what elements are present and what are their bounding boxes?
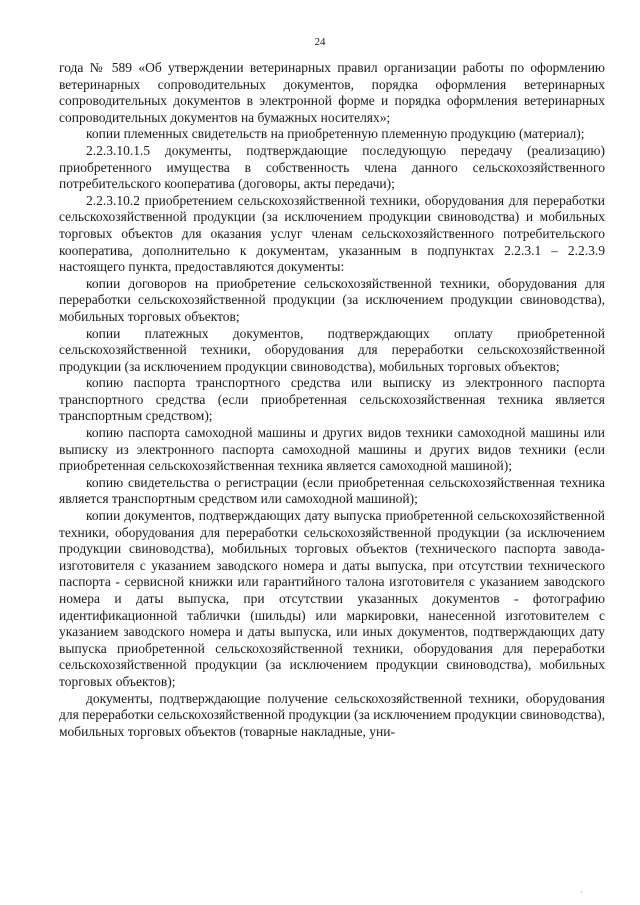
paragraph-receipt-documents: документы, подтверждающие получение сельскохозяйственной техники, оборудования для переработки сельскохозяйственной продукции (за исключением продукции свиноводства), мобильных торговых объектов (товарные накладные, уни- xyxy=(59,690,606,739)
paragraph-vehicle-passport: копию паспорта транспортного средства или выписку из электронного паспорта транспортного средства (если приобретенная сельскохозяйственная техника является транспортным средством); xyxy=(59,375,605,424)
paragraph-item-2-2-3-10-2: 2.2.3.10.2 приобретением сельскохозяйственной техники, оборудования для переработки сельскохозяйственной продукции (за исключением продукции свиноводства) и мобильных торговых объектов для оказания услуг членам сельскохозяйственного потребительского кооператива, дополнительно к документам, указанным в подпунктах 2.2.3.1 – 2.2.3.9 настоящего пункта, предоставляются документы: xyxy=(59,192,605,275)
paragraph-continuation: года № 589 «Об утверждении ветеринарных правил организации работы по оформлению ветеринарных сопроводительных документов, порядка оформления ветеринарных сопроводительных документов в электронной форме и порядка оформления ветеринарных сопроводительных документов на бумажных носителях»; xyxy=(59,60,605,125)
scan-dot-mark: · xyxy=(580,888,583,897)
paragraph-registration-certificate: копию свидетельства о регистрации (если приобретенная сельскохозяйственная техника является транспортным средством или самоходной машиной); xyxy=(59,474,605,507)
page-number: 24 xyxy=(314,36,326,48)
paragraph-breeding-certificates: копии племенных свидетельств на приобретенную племенную продукцию (материал); xyxy=(86,126,585,142)
paragraph-manufacture-date-documents: копии документов, подтверждающих дату выпуска приобретенной сельскохозяйственной техники, оборудования для переработки сельскохозяйственной продукции (за исключением продукции свиноводства), мобильных торговых объектов (технического паспорта завода-изготовителя с указанием заводского номера и даты выпуска, при отсутствии технического паспорта - сервисной книжки или гарантийного талона изготовителя с указанием заводского номера и даты выпуска, при отсутствии указанных документов - фотографию идентификационной таблички (шильды) или маркировки, нанесенной изготовителем с указанием заводского номера и даты выпуска, или иных документов, подтверждающих дату выпуска приобретенной сельскохозяйственной техники, оборудования для переработки сельскохозяйственной продукции (за исключением продукции свиноводства), мобильных торговых объектов); xyxy=(59,508,605,689)
paragraph-purchase-contracts: копии договоров на приобретение сельскохозяйственной техники, оборудования для переработки сельскохозяйственной продукции (за исключением продукции свиноводства), мобильных торговых объектов; xyxy=(59,275,605,324)
paragraph-payment-documents: копии платежных документов, подтверждающих оплату приобретенной сельскохозяйственной техники, оборудования для переработки сельскохозяйственной продукции (за исключением продукции свиноводства), мобильных торговых объектов; xyxy=(59,325,605,374)
document-body xyxy=(59,60,605,740)
paragraph-self-propelled-passport: копию паспорта самоходной машины и других видов техники самоходной машины или выписку из электронного паспорта самоходной машины и других видов техники (если приобретенная сельскохозяйственная техника является самоходной машиной); xyxy=(59,425,605,474)
paragraph-item-2-2-3-10-1-5: 2.2.3.10.1.5 документы, подтверждающие последующую передачу (реализацию) приобретенного имущества в собственность члена данного сельскохозяйственного потребительского кооператива (договоры, акты передачи); xyxy=(59,142,605,192)
